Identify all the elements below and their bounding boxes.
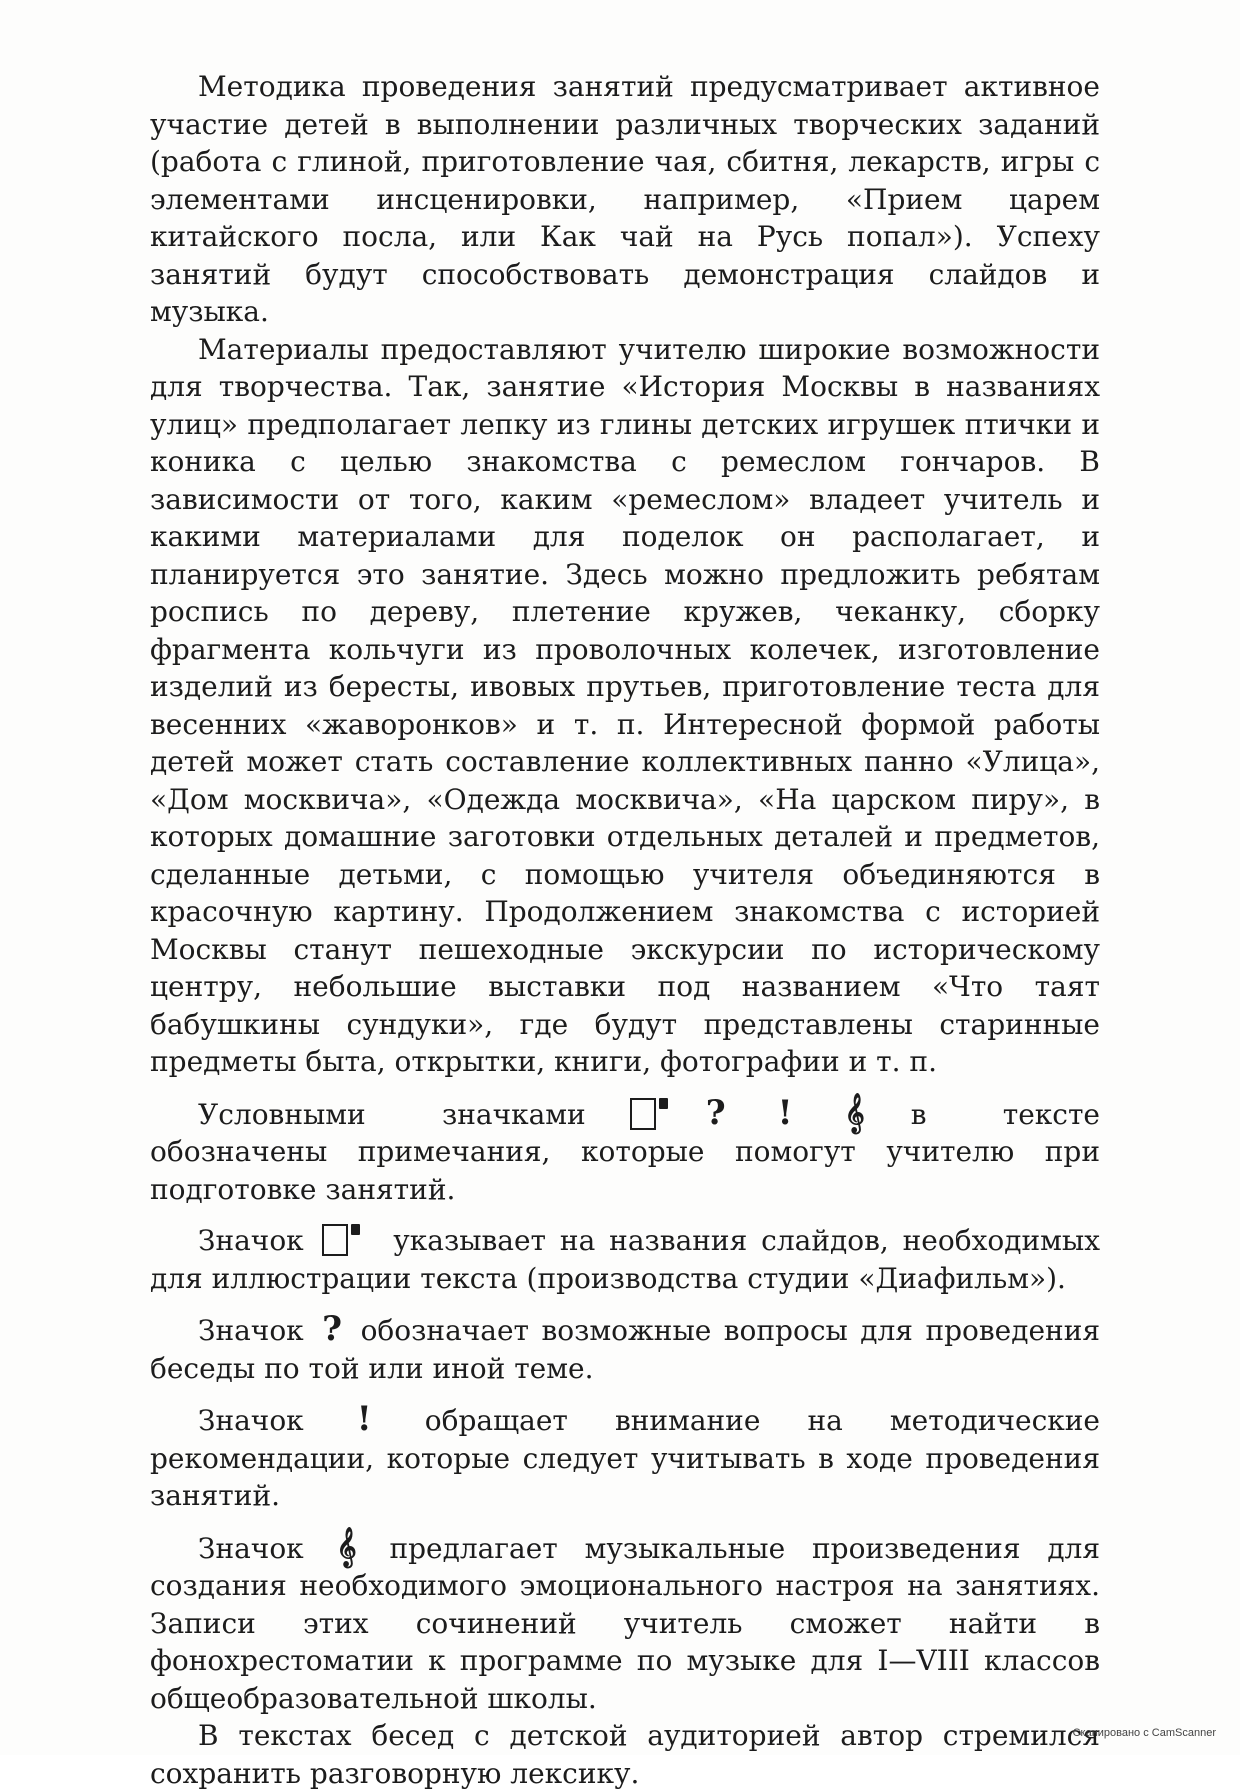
icon-word: Значок <box>198 1314 304 1347</box>
question-icon: ? <box>322 1309 343 1349</box>
slide-projector-icon <box>630 1098 656 1130</box>
icon-word: Значок <box>198 1404 304 1437</box>
treble-clef-icon: 𝄞 <box>844 1092 865 1133</box>
paragraph-icons-legend <box>150 1092 1101 1209</box>
slide-icon-description: указывает на названия слайдов, необходимых для иллюстрации текста (производства студии «Диафильм»). <box>150 1224 1100 1295</box>
paragraph-lexicon: В текстах бесед с детской аудиторией автор стремился сохранить разговорную лексику. <box>150 1719 1100 1790</box>
scanner-watermark: Сканировано с CamScanner <box>1072 1727 1216 1739</box>
paragraph-clef-icon <box>150 1526 1101 1718</box>
question-icon-description: обозначает возможные вопросы для проведения беседы по той или иной теме. <box>150 1314 1101 1385</box>
icon-word: Значок <box>198 1531 304 1565</box>
question-icon: ? <box>705 1092 726 1133</box>
paragraph-materials: Материалы предоставляют учителю широкие возможности для творчества. Так, занятие «История Москвы в названиях улиц» предполагает лепку из глины детских игрушек птички и коника с целью знакомства с ремеслом гончаров. В зависимости от того, каким «ремеслом» владеет учитель и какими материалами для поделок он располагает, и планируется это занятие. Здесь можно предложить ребятам роспись по дереву, плетение кружев, чеканку, сборку фрагмента кольчуги из проволочных колечек, изготовление изделий из бересты, ивовых прутьев, приготовление теста для весенних «жаворонков» и т. п. Интересной формой работы детей может стать составление коллективных панно «Улица», «Дом москвича», «Одежда москвича», «На царском пиру», в которых домашние заготовки отдельных деталей и предметов, сделанные детьми, с помощью учителя объединяются в красочную картину. Продолжением знакомства с историей Москвы станут пешеходные экскурсии по историческому центру, небольшие выставки под названием «Что таят бабушкины сундуки», где будут представлены старинные предметы быта, открытки, книги, фотографии и т. п. <box>150 332 1100 1078</box>
clef-icon-description: предлагает музыкальные произведения для создания необходимого эмоционального настроя на занятиях. Записи этих сочинений учитель сможет найти в фонохрестоматии к программе по музыке для I—VIII классов общеобразовательной школы. <box>150 1531 1101 1715</box>
paragraph-slide-icon <box>150 1222 1100 1297</box>
main-text <box>150 68 1100 1792</box>
legend-intro-text: Условными значками <box>198 1097 586 1131</box>
paragraph-exclamation-icon <box>150 1401 1100 1515</box>
slide-projector-icon <box>322 1224 348 1256</box>
paragraph-question-icon <box>150 1311 1100 1387</box>
exclamation-icon-description: обращает внимание на методические рекомендации, которые следует учитывать в ходе проведения занятий. <box>150 1404 1100 1512</box>
legend-outro-text: в тексте обозначены примечания, которые помогут учителю при подготовке занятий. <box>150 1097 1101 1206</box>
exclamation-icon: ! <box>777 1092 793 1133</box>
paragraph-methodology: Методика проведения занятий предусматривает активное участие детей в выполнении различных творческих заданий (работа с глиной, приготовление чая, сбитня, лекарств, игры с элементами инсценировки, например, «Прием царем китайского посла, или Как чай на Русь попал»). Успеху занятий будут способствовать демонстрация слайдов и музыка. <box>150 70 1100 328</box>
exclamation-icon: ! <box>356 1399 372 1439</box>
icon-word: Значок <box>198 1224 304 1257</box>
treble-clef-icon: 𝄞 <box>336 1526 357 1567</box>
